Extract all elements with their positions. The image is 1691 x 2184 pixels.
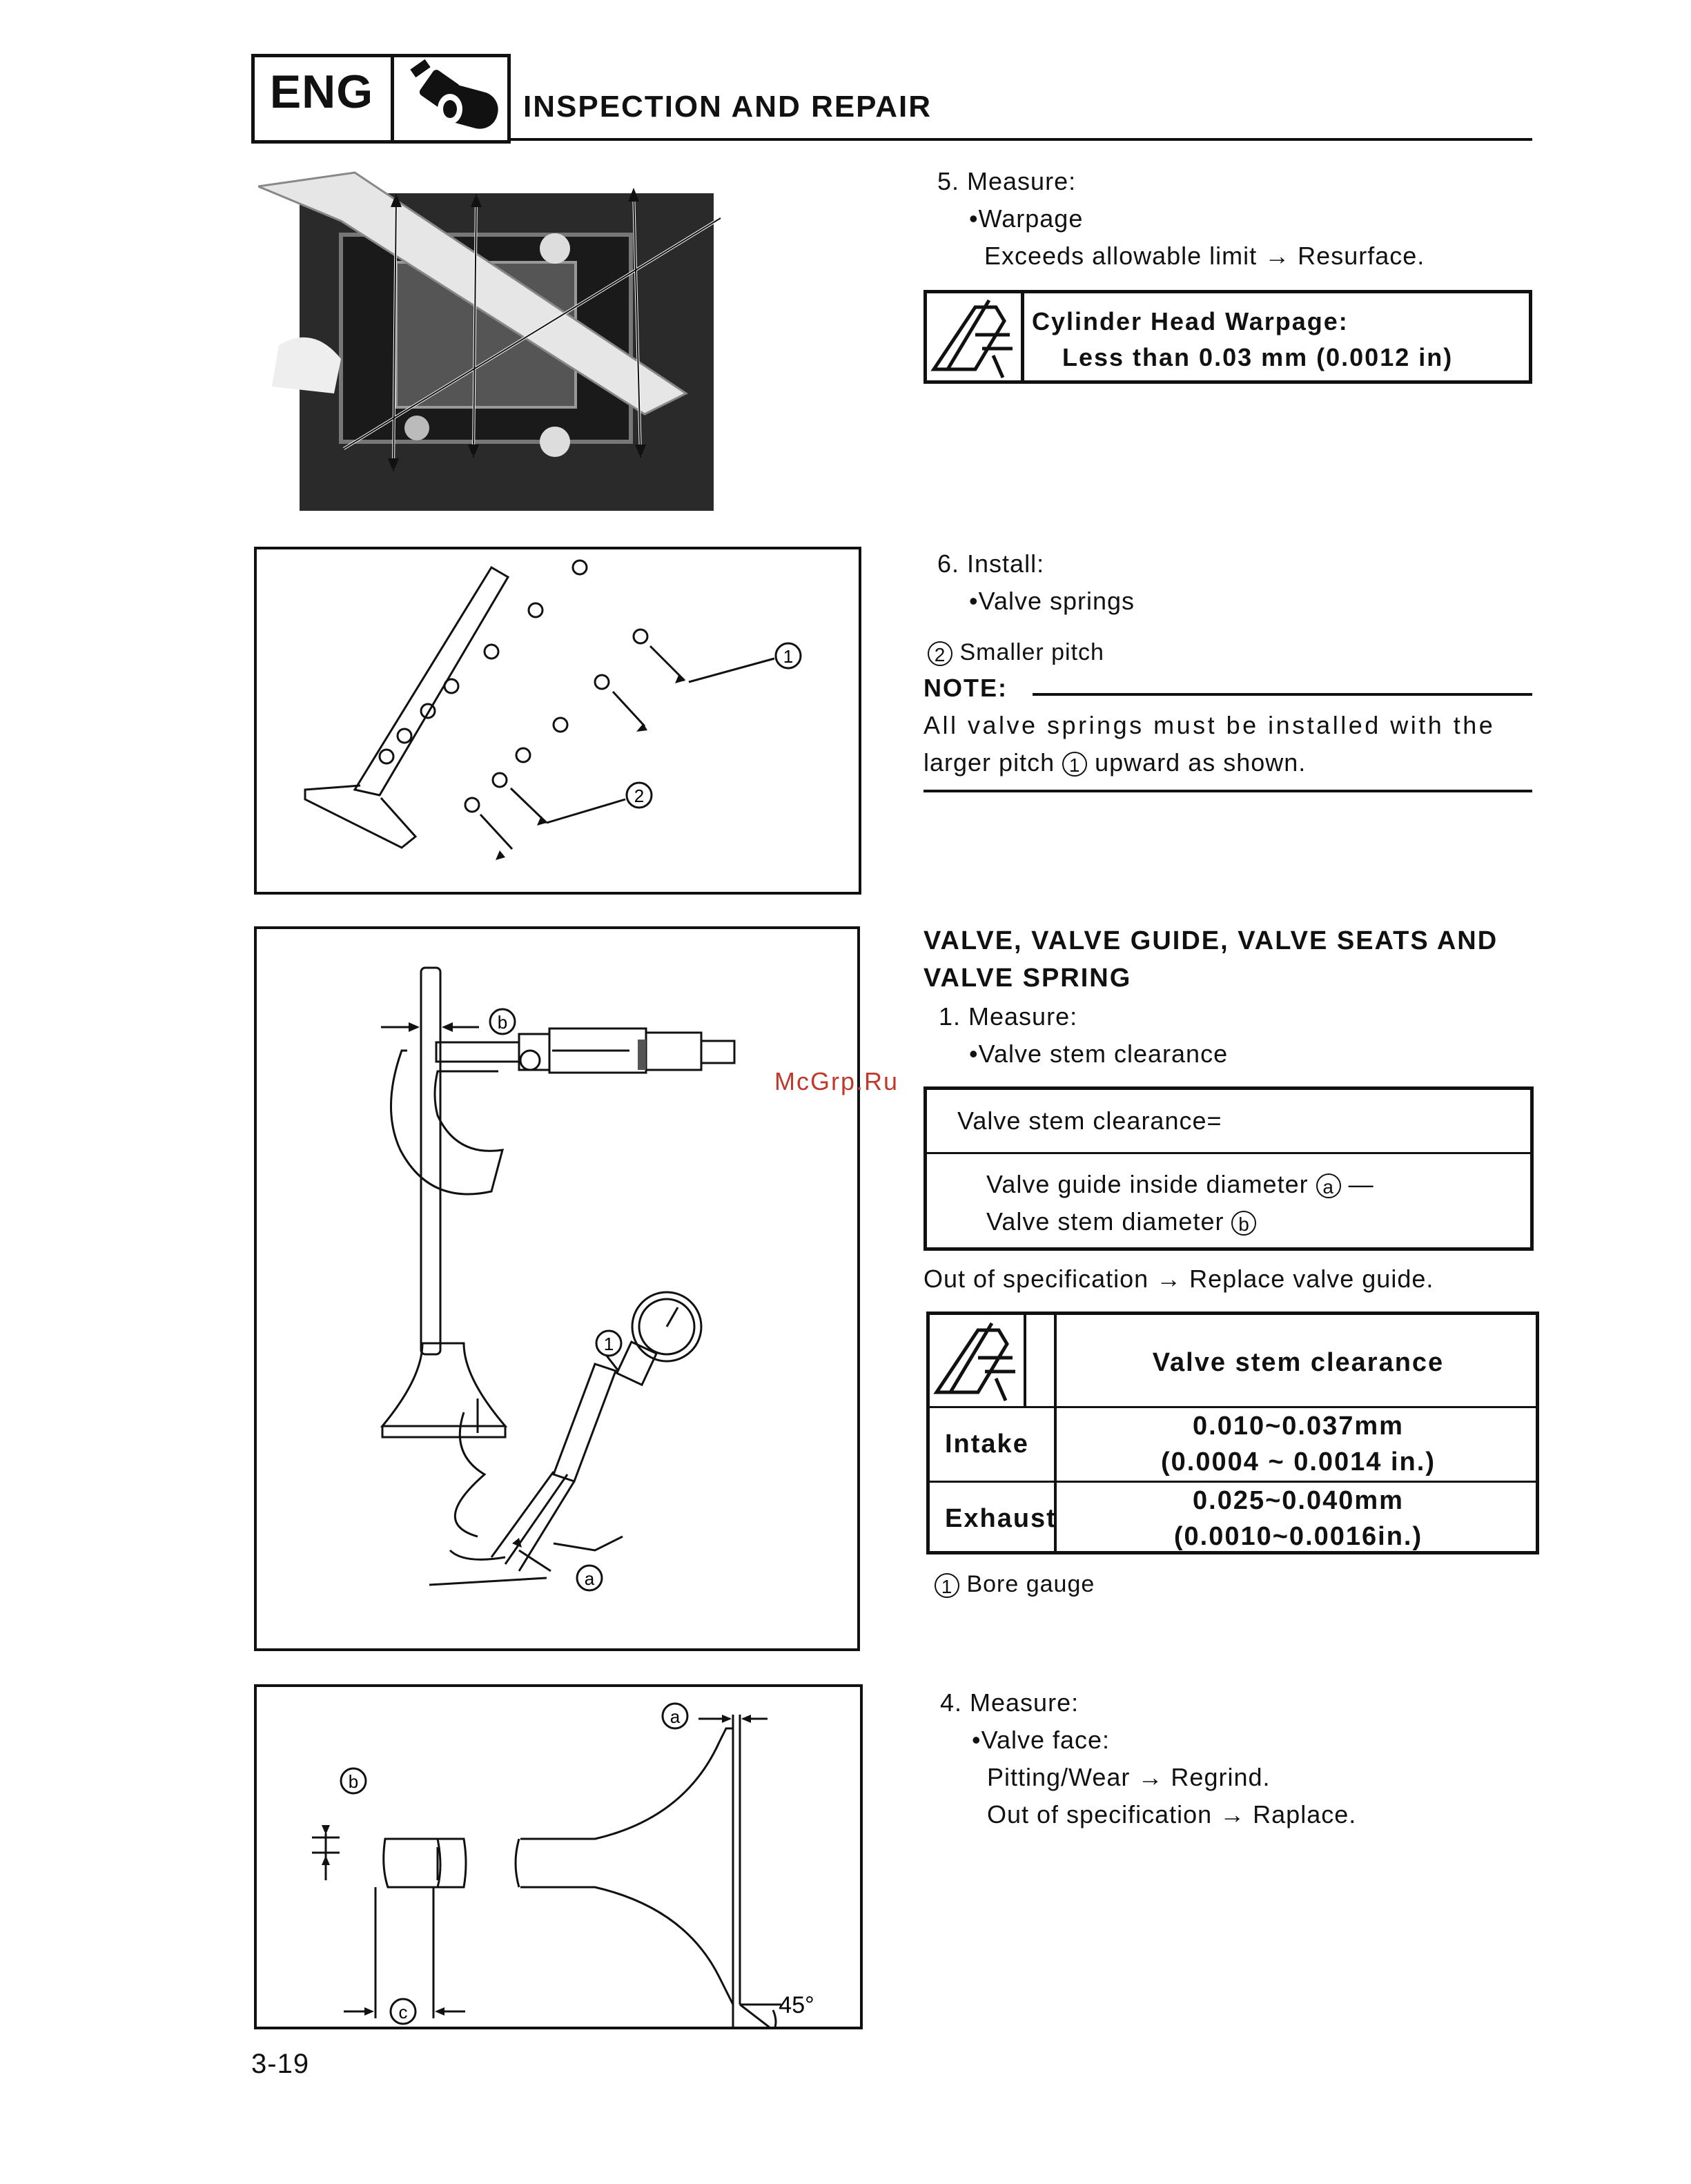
fig-label-1: 1 [783, 646, 794, 667]
valve-step: 1. Measure: [939, 1002, 1078, 1031]
valve-heading-2: VALVE SPRING [923, 964, 1132, 993]
valve-face-item: •Valve face: [972, 1726, 1111, 1754]
table-cell: (0.0004 ~ 0.0014 in.) [1161, 1447, 1436, 1476]
table-cell: (0.0010~0.0016in.) [1173, 1522, 1423, 1551]
valve-stem-measure-figure [254, 926, 860, 1651]
formula-title: Valve stem clearance= [957, 1106, 1222, 1135]
warpage-action: Exceeds allowable limit → Resurface. [984, 242, 1425, 270]
note-rule-bottom [923, 790, 1532, 792]
caliper-icon [930, 1315, 1026, 1406]
note-line-1: All valve springs must be installed with the [923, 711, 1496, 739]
fig4-label-a: a [669, 1706, 681, 1727]
fig-label-2: 2 [634, 786, 645, 806]
warpage-item: •Warpage [969, 204, 1084, 233]
valve-face-line-2: Out of specification → Raplace. [987, 1800, 1357, 1829]
legend-num-1: 1 [935, 1573, 959, 1598]
fig4-label-c: c [398, 2002, 408, 2022]
note-num-1: 1 [1062, 752, 1087, 777]
badge-divider [391, 54, 394, 144]
fig4-label-b: b [348, 1771, 359, 1792]
valve-face-line-1: Pitting/Wear → Regrind. [987, 1763, 1271, 1791]
header-rule [511, 138, 1532, 141]
valve-spring-figure [254, 547, 861, 895]
valve-item: •Valve stem clearance [969, 1040, 1229, 1068]
table-header: Valve stem clearance [1152, 1348, 1445, 1377]
note-heading: NOTE: [923, 674, 1008, 702]
watermark: McGrp.Ru [774, 1067, 899, 1095]
table-row-divider-1 [930, 1406, 1536, 1408]
warpage-spec-title: Cylinder Head Warpage: [1032, 307, 1349, 335]
springs-step: 6. Install: [937, 549, 1045, 578]
fig3-label-a: a [584, 1568, 595, 1589]
bore-gauge-legend [935, 1571, 1095, 1598]
fig3-label-b: b [497, 1012, 508, 1033]
page-number: 3-19 [251, 2049, 310, 2079]
page-title: INSPECTION AND REPAIR [523, 90, 932, 124]
valve-clearance-table [926, 1312, 1539, 1554]
fig4-angle: 45° [779, 1992, 814, 2018]
springs-item: •Valve springs [969, 587, 1135, 615]
table-cell: 0.025~0.040mm [1193, 1486, 1404, 1515]
formula-line-1: Valve guide inside diameter a — [986, 1170, 1374, 1198]
warpage-step: 5. Measure: [937, 167, 1077, 195]
table-row-label: Exhaust [945, 1504, 1057, 1533]
fig3-label-1: 1 [603, 1334, 614, 1354]
legend-text-2: Smaller pitch [959, 639, 1104, 665]
springs-legend [928, 639, 1104, 666]
caliper-icon [927, 293, 1024, 380]
table-row-divider-2 [930, 1481, 1536, 1483]
legend-text-1: Bore gauge [966, 1571, 1095, 1597]
valve-face-step: 4. Measure: [940, 1688, 1079, 1717]
formula-divider [927, 1152, 1530, 1154]
cylinder-head-photo [258, 166, 727, 511]
engine-tool-icon [396, 59, 507, 138]
table-row-label: Intake [945, 1430, 1029, 1459]
section-code: ENG [269, 66, 374, 118]
warpage-spec-box [923, 290, 1532, 384]
valve-heading-1: VALVE, VALVE GUIDE, VALVE SEATS AND [923, 926, 1498, 955]
out-of-spec: Out of specification → Replace valve guide. [923, 1265, 1434, 1293]
formula-mark-a: a [1316, 1173, 1341, 1198]
formula-line-2: Valve stem diameter b [986, 1207, 1256, 1236]
valve-face-figure [254, 1684, 863, 2029]
note-rule-top [1033, 693, 1532, 696]
note-line-2: larger pitch 1 upward as shown. [923, 748, 1307, 777]
table-cell: 0.010~0.037mm [1193, 1412, 1404, 1441]
formula-box [923, 1086, 1534, 1251]
warpage-spec-value: Less than 0.03 mm (0.0012 in) [1062, 343, 1454, 371]
formula-mark-b: b [1231, 1211, 1256, 1236]
legend-num-2: 2 [928, 641, 952, 666]
